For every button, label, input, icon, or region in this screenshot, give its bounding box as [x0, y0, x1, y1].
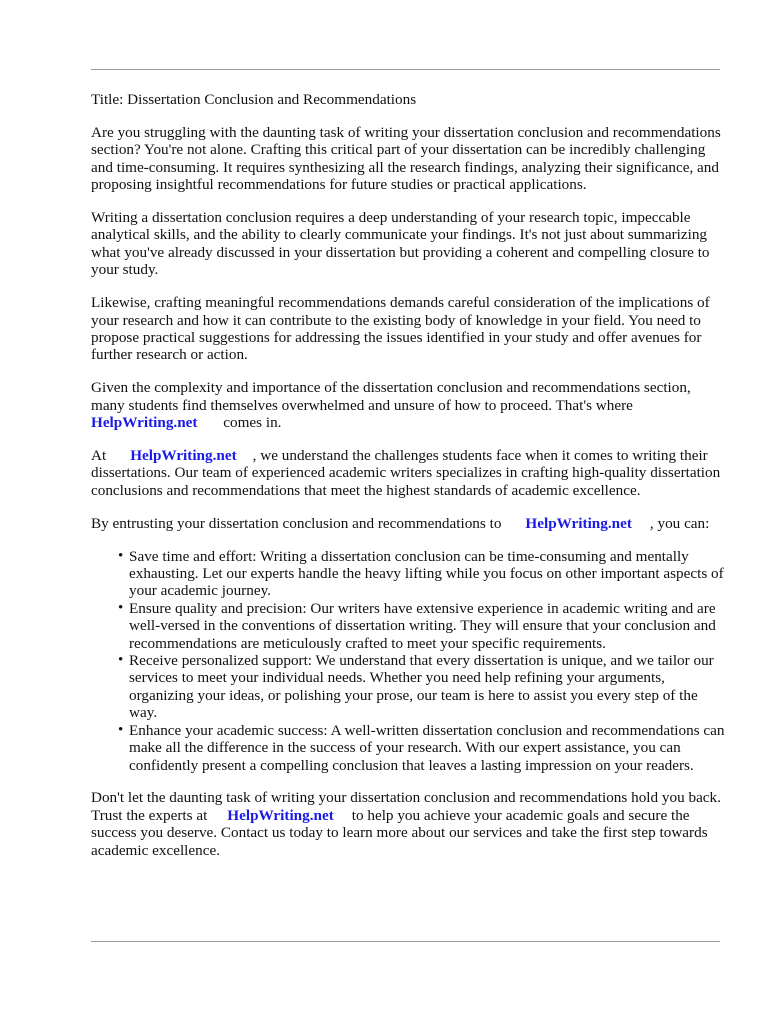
paragraph-entrusting-before: By entrusting your dissertation conclusion and recommendations to	[91, 514, 502, 532]
paragraph-at-helpwriting	[91, 447, 727, 499]
list-item: • Receive personalized support: We understand that every dissertation is unique, and we tailor our services to meet your individual needs. Whether you need help refining your arguments, organizing your ideas, or polishing your prose, our team is here to assist you every step of the way.	[129, 652, 727, 722]
paragraph-at-before: At	[91, 447, 107, 464]
paragraph-writing-conclusion: Writing a dissertation conclusion requires a deep understanding of your research topic, impeccable analytical skills, and the ability to clearly communicate your findings. It's not just about summarizing what you've already discussed in your dissertation but providing a coherent and compelling closure to your study.	[91, 209, 710, 279]
benefits-list	[91, 548, 727, 774]
bottom-divider	[91, 941, 720, 942]
paragraph-closing-before: Don't let the daunting task of writing your dissertation conclusion and recommendations hold you back. Trust the experts at	[91, 789, 721, 824]
paragraph-at-after: , we understand the challenges students face when it comes to writing their dissertations. Our team of experienced academic writers specializes in crafting high-quality dissertation conclusions and recommendations that meet the highest standards of academic excellence.	[91, 447, 721, 499]
list-item: • Save time and effort: Writing a dissertation conclusion can be time-consuming and mentally exhausting. Let our experts handle the heavy lifting while you focus on other important aspects of your academic journey.	[129, 548, 727, 600]
paragraph-complexity-text: Given the complexity and importance of the dissertation conclusion and recommendations section, many students find themselves overwhelmed and unsure of how to proceed. That's where	[91, 379, 691, 414]
document-body	[91, 91, 727, 875]
paragraph-entrusting	[91, 515, 727, 532]
document-title: Title: Dissertation Conclusion and Recommendations	[91, 91, 417, 108]
paragraph-complexity-after: comes in.	[223, 414, 282, 432]
paragraph-intro: Are you struggling with the daunting task of writing your dissertation conclusion and recommendations section? You're not alone. Crafting this critical part of your dissertation can be incredibly challenging and time-consuming. It requires synthesizing all the research findings, analyzing their significance, and proposing insightful recommendations for future studies or practical applications.	[91, 123, 721, 194]
list-item: • Ensure quality and precision: Our writers have extensive experience in academic writing and are well-versed in the conventions of dissertation writing. They will ensure that your conclusion and recommendations are meticulously crafted to meet your specific requirements.	[129, 600, 727, 652]
list-item: • Enhance your academic success: A well-written dissertation conclusion and recommendations can make all the difference in the success of your research. With our expert assistance, you can confidently present a compelling conclusion that leaves a lasting impression on your readers.	[129, 722, 727, 774]
helpwriting-link[interactable]: HelpWriting.net	[130, 447, 237, 464]
top-divider	[91, 69, 720, 70]
paragraph-closing-after: to help you achieve your academic goals and secure the success you deserve. Contact us today to learn more about our services and take the first step towards academic excellence.	[91, 806, 708, 859]
helpwriting-link[interactable]: HelpWriting.net	[525, 514, 632, 532]
paragraph-entrusting-after: , you can:	[649, 514, 710, 532]
paragraph-recommendations: Likewise, crafting meaningful recommendations demands careful consideration of the implications of your research and how it can contribute to the existing body of knowledge in your field. You need to propose practical suggestions for addressing the issues identified in your study and offer avenues for further research or action.	[91, 294, 710, 364]
paragraph-complexity	[91, 379, 727, 431]
helpwriting-link[interactable]: HelpWriting.net	[227, 806, 334, 824]
helpwriting-link[interactable]: HelpWriting.net	[91, 414, 198, 432]
paragraph-closing	[91, 789, 727, 859]
